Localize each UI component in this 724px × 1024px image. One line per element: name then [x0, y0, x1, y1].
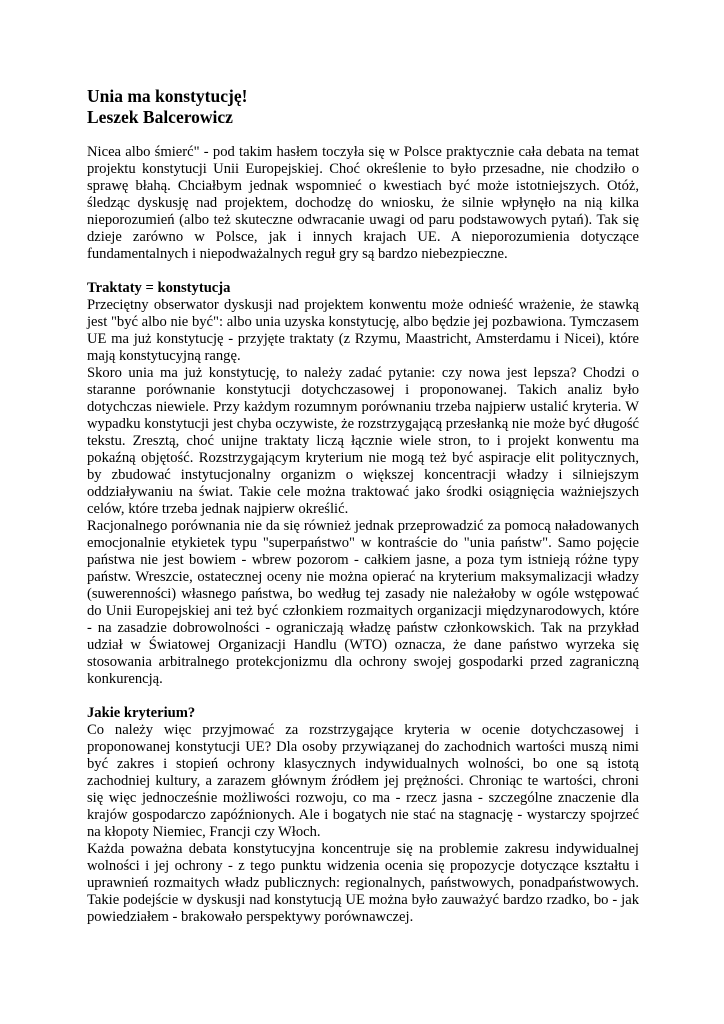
section-traktaty [87, 280, 639, 688]
section-heading: Traktaty = konstytucja [87, 280, 231, 296]
body-paragraph: Każda poważna debata konstytucyjna koncentruje się na problemie zakresu indywidualnej wolności i jej ochrony - z tego punktu widzenia ocenia się propozycje dotyczące kształtu i uprawnień rozmaitych władz publicznych: regionalnych, państwowych, ponadpaństwowych. Takie podejście w dyskusji nad konstytucją UE można było zauważyć bardzo rzadko, bo - jak powiedziałem - brakowało perspektywy porównawczej. [87, 841, 639, 925]
body-paragraph: Co należy więc przyjmować za rozstrzygające kryteria w ocenie dotychczasowej i proponowanej konstytucji UE? Dla osoby przywiązanej do zachodnich wartości muszą nimi być zakres i stopień ochrony klasycznych indywidualnych wolności, bo one są istotą zachodniej kultury, a zarazem głównym źródłem jej prężności. Chroniąc te wartości, chroni się więc jednocześnie możliwości rozwoju, co ma - rzecz jasna - szczególne znaczenie dla krajów gospodarczo zapóźnionych. Ale i bogatych nie stać na stagnację - wystarczy spojrzeć na kłopoty Niemiec, Francji czy Włoch. [87, 722, 639, 840]
document-title: Unia ma konstytucję! [87, 86, 248, 106]
document-author: Leszek Balcerowicz [87, 107, 233, 127]
title-block [87, 86, 639, 128]
section-kryterium [87, 705, 639, 926]
intro-paragraph: Nicea albo śmierć" - pod takim hasłem toczyła się w Polsce praktycznie cała debata na temat projektu konstytucji Unii Europejskiej. Choć określenie to było przesadne, nie chodziło o sprawę błahą. Chciałbym jednak wspomnieć o kwestiach być może istotniejszych. Otóż, śledząc dyskusję nad projektem, dochodzę do wniosku, że silnie wpłynęło na nią kilka nieporozumień (albo też skuteczne odwracanie uwagi od paru podstawowych pytań). Tak się dzieje zarówno w Polsce, jak i innych krajach UE. A nieporozumienia dotyczące fundamentalnych i niepodważalnych reguł gry są bardzo niebezpieczne. [87, 144, 639, 262]
document-page [87, 86, 639, 926]
body-paragraph: Skoro unia ma już konstytucję, to należy zadać pytanie: czy nowa jest lepsza? Chodzi o staranne porównanie konstytucji dotychczasowej i proponowanej. Takich analiz było dotychczas niewiele. Przy każdym rozumnym porównaniu trzeba najpierw ustalić kryteria. W wypadku konstytucji jest chyba oczywiste, że rozstrzygającą przesłanką nie może być długość tekstu. Zresztą, choć unijne traktaty liczą łącznie wiele stron, to i projekt konwentu ma pokaźną objętość. Rozstrzygającym kryterium nie mogą też być aspiracje elit politycznych, by zbudować instytucjonalny organizm o większej koncentracji władzy i silniejszym oddziaływaniu na świat. Takie cele można traktować jako środki osiągnięcia ważniejszych celów, które trzeba jednak najpierw określić. [87, 365, 639, 517]
body-paragraph: Racjonalnego porównania nie da się również jednak przeprowadzić za pomocą naładowanych emocjonalnie etykietek typu "superpaństwo" w kontraście do "unia państw". Samo pojęcie państwa nie jest bowiem - wbrew pozorom - całkiem jasne, a poza tym istnieją różne typy państw. Wreszcie, ostatecznej oceny nie można opierać na kryterium maksymalizacji władzy (suwerenności) własnego państwa, bo według tej zasady nie należałoby w ogóle wstępować do Unii Europejskiej ani też być członkiem rozmaitych organizacji międzynarodowych, które - na zasadzie dobrowolności - ograniczają władzę państw członkowskich. Tak na przykład udział w Światowej Organizacji Handlu (WTO) oznacza, że dane państwo wyrzeka się stosowania arbitralnego protekcjonizmu dla ochrony swojej gospodarki przed zagraniczną konkurencją. [87, 518, 639, 687]
body-paragraph: Przeciętny obserwator dyskusji nad projektem konwentu może odnieść wrażenie, że stawką jest "być albo nie być": albo unia uzyska konstytucję, albo będzie jej pozbawiona. Tymczasem UE ma już konstytucję - przyjęte traktaty (z Rzymu, Maastricht, Amsterdamu i Nicei), które mają konstytucyjną rangę. [87, 297, 639, 364]
section-heading: Jakie kryterium? [87, 705, 196, 721]
